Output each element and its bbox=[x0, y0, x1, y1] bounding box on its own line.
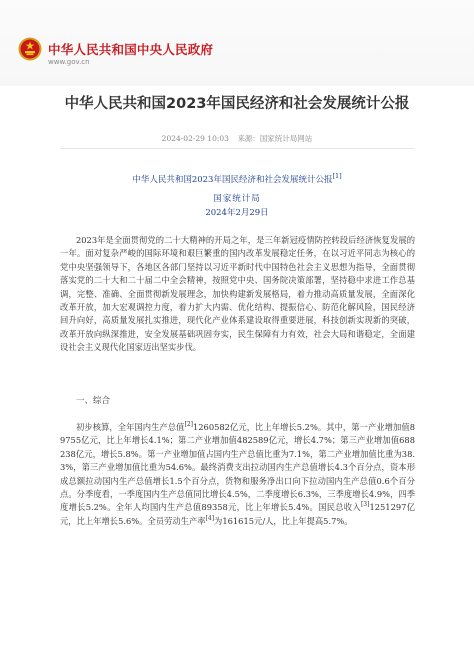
publish-datetime: 2024-02-29 10:03 bbox=[161, 134, 229, 143]
paragraph-text: 为161615元/人，比上年提高5.7%。 bbox=[214, 515, 353, 526]
source-info bbox=[237, 134, 312, 143]
subtitle-text: 中华人民共和国2023年国民经济和社会发展统计公报 bbox=[132, 174, 333, 185]
source-link[interactable]: 国家统计局网站 bbox=[259, 134, 313, 143]
article-meta bbox=[0, 133, 474, 144]
document-date: 2024年2月29日 bbox=[205, 208, 269, 218]
source-label: 来源： bbox=[237, 134, 260, 143]
footnote-link-1[interactable]: [1] bbox=[332, 172, 342, 180]
divider bbox=[60, 148, 414, 149]
footnote-link-2[interactable]: [2] bbox=[184, 421, 193, 429]
paragraph-text: 1260582亿元，比上年增长5.2%。其中，第一产业增加值89755亿元，比上年增长4.1%；第二产业增加值482589亿元，增长4.7%；第三产业增加值688238亿元，增长5.8%。第一产业增加值占国内生产总值比重为7.1%，第二产业增加值比重为38.3%，第三产业增加值比重为54.6%。最终消费支出拉动国内生产总值增长4.3个百分点，资本形成总额拉动国内生产总值增长1.5个百分点，货物和服务净出口向下拉动国内生产总值0.6个百分点。分季度看，一季度国内生产总值同比增长4.5%，二季度增长6.3%，三季度增长4.9%，四季度增长5.2%。全年人均国内生产总值89358元，比上年增长5.4%。国民总收入 bbox=[60, 422, 415, 513]
document-subtitle bbox=[0, 172, 474, 185]
issuer: 国家统计局 bbox=[213, 194, 261, 204]
footnote-link-4[interactable]: [4] bbox=[205, 515, 215, 523]
article-title: 中华人民共和国2023年国民经济和社会发展统计公报 bbox=[64, 96, 410, 112]
paragraph-intro: 2023年是全面贯彻党的二十大精神的开局之年，是三年新冠疫情防控转段后经济恢复发展的一年。面对复杂严峻的国际环境和艰巨繁重的国内改革发展稳定任务，在以习近平同志为核心的党中央坚强领导下，各地区各部门坚持以习近平新时代中国特色社会主义思想为指导，全面贯彻落实党的二十大和二十届二中全会精神，按照党中央、国务院决策部署，坚持稳中求进工作总基调，完整、准确、全面贯彻新发展理念，加快构建新发展格局，着力推动高质量发展，全面深化改革开放，加大宏观调控力度，着力扩大内需、优化结构、提振信心、防范化解风险，国民经济回升向好，高质量发展扎实推进，现代化产业体系建设取得重要进展，科技创新实现新的突破，改革开放向纵深推进，安全发展基础巩固夯实，民生保障有力有效，社会大局和谐稳定，全面建设社会主义现代化国家迈出坚实步伐。 bbox=[60, 235, 415, 353]
site-header bbox=[0, 0, 474, 86]
paragraph-overview bbox=[60, 421, 415, 528]
footnote-link-3[interactable]: [3] bbox=[360, 501, 370, 509]
section-heading: 一、综合 bbox=[76, 396, 111, 406]
site-url[interactable]: www.gov.cn bbox=[48, 58, 90, 66]
paragraph-text: 1251297亿元，比上年增长5.6%。全员劳动生产率 bbox=[60, 502, 415, 526]
site-name[interactable]: 中华人民共和国中央人民政府 bbox=[48, 42, 214, 57]
paragraph-text: 初步核算，全年国内生产总值 bbox=[76, 422, 185, 432]
national-emblem-icon[interactable] bbox=[18, 37, 42, 61]
